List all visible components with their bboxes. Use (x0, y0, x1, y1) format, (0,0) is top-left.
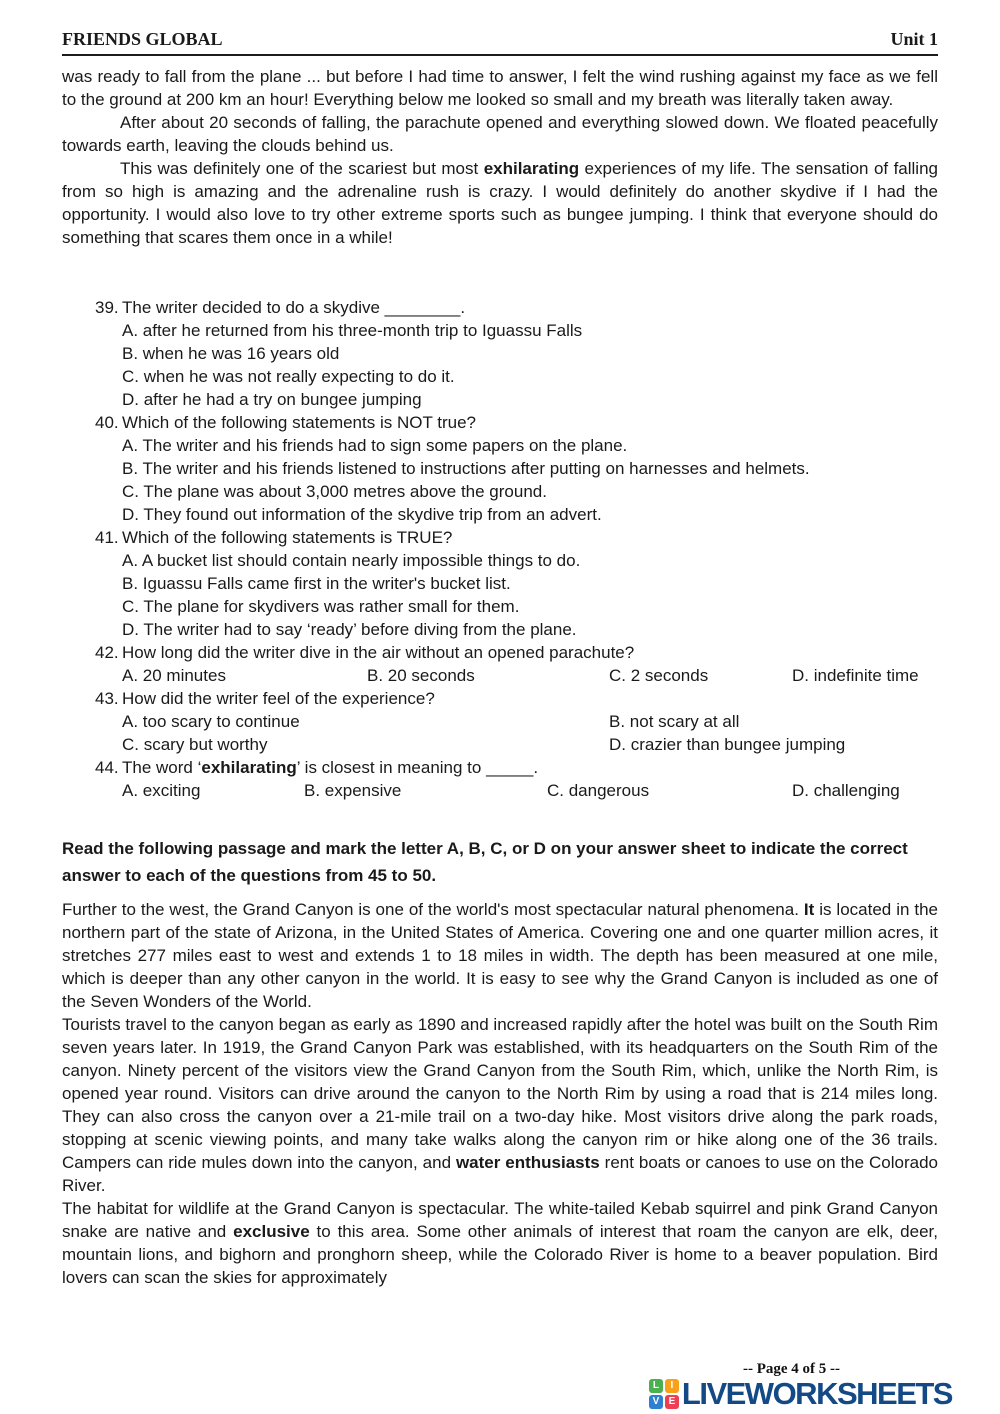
logo-tile-i: I (665, 1379, 679, 1393)
question-text: How did the writer feel of the experience? (122, 689, 435, 708)
reading-passage-grand-canyon (62, 898, 938, 1289)
liveworksheets-wordmark: LIVEWORKSHEETS (681, 1376, 952, 1411)
question-41-option-b[interactable]: B. Iguassu Falls came first in the writer's bucket list. (122, 574, 511, 593)
question-39 (95, 296, 938, 411)
question-44-option-d[interactable]: D. challenging (792, 781, 900, 800)
question-text: Which of the following statements is NOT true? (122, 413, 477, 432)
question-42-option-a[interactable]: A. 20 minutes (122, 666, 226, 685)
question-42-option-c[interactable]: C. 2 seconds (609, 666, 709, 685)
question-43-option-b[interactable]: B. not scary at all (609, 712, 740, 731)
question-40-option-a[interactable]: A. The writer and his friends had to sign some papers on the plane. (122, 436, 628, 455)
question-text (122, 756, 938, 779)
question-bold-word: exhilarating (201, 758, 297, 777)
logo-tile-l: L (649, 1379, 663, 1393)
liveworksheets-logo[interactable] (649, 1378, 952, 1409)
page-number-indicator: -- Page 4 of 5 -- (742, 1361, 840, 1377)
question-41 (95, 526, 938, 641)
question-39-option-a[interactable]: A. after he returned from his three-month trip to Iguassu Falls (122, 321, 583, 340)
question-text-segment: ’ is closest in meaning to _____. (296, 758, 539, 777)
question-43 (95, 687, 938, 756)
question-41-option-d[interactable]: D. The writer had to say ‘ready’ before diving from the plane. (122, 620, 577, 639)
header-unit-label: Unit 1 (890, 29, 938, 49)
question-41-option-a[interactable]: A. A bucket list should contain nearly impossible things to do. (122, 551, 581, 570)
page-header (62, 28, 938, 56)
header-course-title: FRIENDS GLOBAL (62, 29, 223, 49)
passage-bold-word: exclusive (233, 1222, 310, 1241)
logo-tile-v: V (649, 1395, 663, 1409)
passage-paragraph (62, 1197, 938, 1289)
passage-bold-word: exhilarating (483, 159, 580, 178)
passage-text: Further to the west, the Grand Canyon is one of the world's most spectacular natural phenomena. (62, 900, 804, 919)
reading-passage-skydive (62, 65, 938, 249)
question-42 (95, 641, 938, 687)
passage-paragraph: was ready to fall from the plane ... but before I had time to answer, I felt the wind rushing against my face as we fell to the ground at 200 km an hour! Everything below me looked so small and my breath was literally taken away. (62, 67, 938, 109)
logo-tile-e: E (665, 1395, 679, 1409)
question-number: 41. (95, 528, 119, 547)
section-instruction-45-50: Read the following passage and mark the letter A, B, C, or D on your answer sheet to indicate the correct answer to each of the questions from 45 to 50. (62, 839, 908, 885)
question-44-option-a[interactable]: A. exciting (122, 781, 201, 800)
question-number: 43. (95, 689, 119, 708)
passage-text: to this area. Some other animals of interest that roam the canyon are elk, deer, mountain lions, and bighorn and pronghorn sheep, while the Colorado River is home to a beaver population. Bird lovers can scan the skies for approximately (62, 1222, 938, 1287)
question-44-option-b[interactable]: B. expensive (304, 781, 402, 800)
passage-paragraph (62, 1013, 938, 1197)
question-42-option-d[interactable]: D. indefinite time (792, 666, 919, 685)
question-44-option-c[interactable]: C. dangerous (547, 781, 650, 800)
liveworksheets-logo-icon (649, 1379, 679, 1409)
question-39-option-c[interactable]: C. when he was not really expecting to do it. (122, 367, 455, 386)
question-39-option-b[interactable]: B. when he was 16 years old (122, 344, 340, 363)
passage-bold-word: It (803, 900, 815, 919)
passage-text: is located in the northern part of the state of Arizona, in the United States of America. Covering one and one quarter million acres, it stretches 277 miles east to west and extends 1 to 18 miles in width. The depth has been measured at one mile, which is deeper than any other canyon in the world. It is easy to see why the Grand Canyon is included as one of the Seven Wonders of the World. (62, 900, 938, 1011)
question-text-segment: The word ‘ (122, 758, 202, 777)
question-43-option-d[interactable]: D. crazier than bungee jumping (609, 735, 846, 754)
question-40-option-c[interactable]: C. The plane was about 3,000 metres above the ground. (122, 482, 547, 501)
passage-text: This was definitely one of the scariest but most (120, 159, 484, 178)
passage-text: Tourists travel to the canyon began as early as 1890 and increased rapidly after the hotel was built on the South Rim seven years later. In 1919, the Grand Canyon Park was established, with its headquarters on the South Rim of the canyon. Ninety percent of the visitors view the Grand Canyon from the South Rim, which, unlike the North Rim, is opened year round. Visitors can drive around the canyon to the North Rim by using a road that is 214 miles long. They can also cross the canyon over a 21-mile trail on a two-day hike. Most visitors drive along the park roads, stopping at scenic viewing points, and many take walks along the canyon rim or hike along one of the 36 trails. Campers can ride mules down into the canyon, and (62, 1015, 938, 1172)
question-text: Which of the following statements is TRUE? (122, 528, 453, 547)
question-43-option-c[interactable]: C. scary but worthy (122, 735, 268, 754)
passage-text: The habitat for wildlife at the Grand Canyon is spectacular. The white-tailed Kebab squirrel and pink Grand Canyon snake are native and (62, 1199, 938, 1241)
question-number: 42. (95, 643, 119, 662)
passage-text: rent boats or canoes to use on the Colorado River. (62, 1153, 938, 1195)
passage-paragraph (62, 898, 938, 1013)
passage-bold-word: water enthusiasts (455, 1153, 600, 1172)
question-44 (95, 756, 938, 802)
question-number: 39. (95, 298, 119, 317)
question-41-option-c[interactable]: C. The plane for skydivers was rather small for them. (122, 597, 520, 616)
question-text: The writer decided to do a skydive ________. (122, 298, 466, 317)
question-43-option-a[interactable]: A. too scary to continue (122, 712, 300, 731)
question-number: 40. (95, 413, 119, 432)
question-42-option-b[interactable]: B. 20 seconds (367, 666, 475, 685)
passage-text: experiences of my life. The sensation of falling from so high is amazing and the adrenaline rush is crazy. I would definitely do another skydive if I had the opportunity. I would also love to try other extreme sports such as bungee jumping. I think that everyone should do something that scares them once in a while! (62, 159, 938, 247)
question-text: How long did the writer dive in the air without an opened parachute? (122, 643, 635, 662)
question-40 (95, 411, 938, 526)
passage-paragraph: After about 20 seconds of falling, the parachute opened and everything slowed down. We floated peacefully towards earth, leaving the clouds behind us. (62, 113, 938, 155)
question-number: 44. (95, 758, 119, 777)
question-40-option-b[interactable]: B. The writer and his friends listened to instructions after putting on harnesses and helmets. (122, 459, 810, 478)
question-40-option-d[interactable]: D. They found out information of the skydive trip from an advert. (122, 505, 602, 524)
questions-39-44 (62, 296, 938, 802)
passage-paragraph (62, 157, 938, 249)
question-39-option-d[interactable]: D. after he had a try on bungee jumping (122, 390, 422, 409)
